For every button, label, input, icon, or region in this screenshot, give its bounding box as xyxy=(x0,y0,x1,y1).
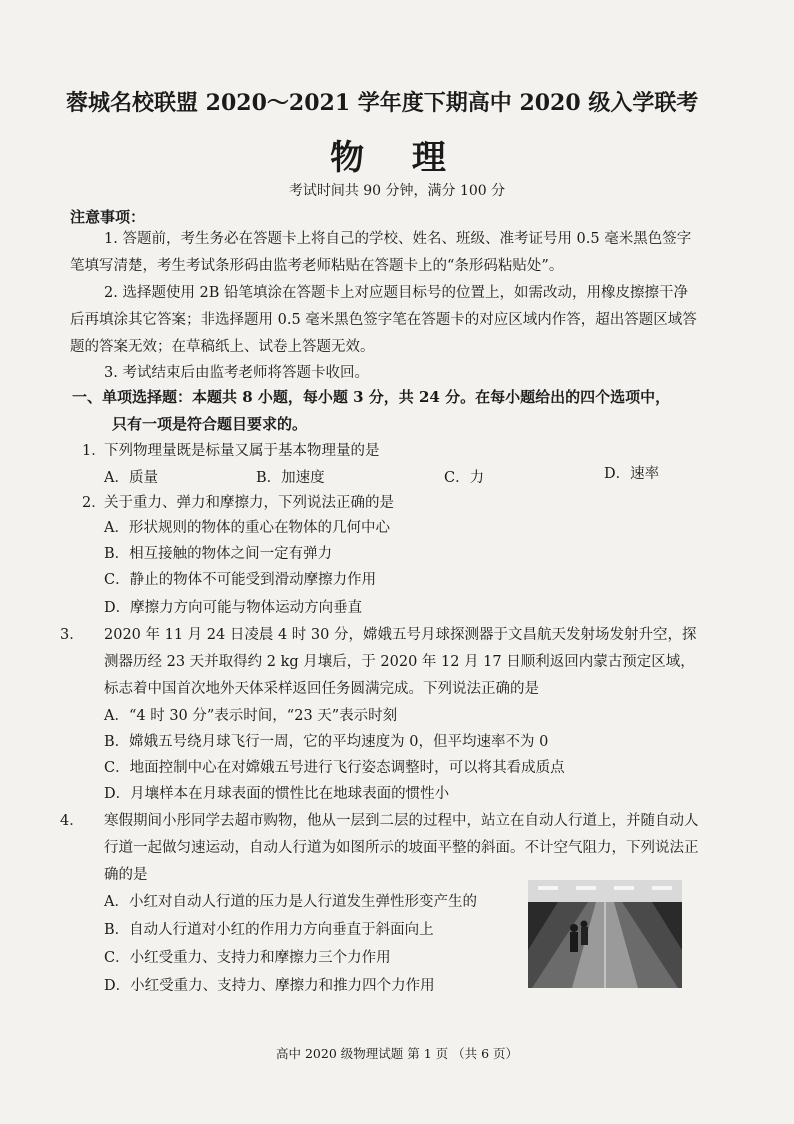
question-1 xyxy=(82,438,702,465)
note-3: 3. 考试结束后由监考老师将答题卡收回。 xyxy=(104,365,369,381)
q3-option-a: A．“4 时 30 分”表示时间，“23 天”表示时刻 xyxy=(104,708,398,724)
q2-option-c: C．静止的物体不可能受到滑动摩擦力作用 xyxy=(104,572,377,588)
note-2: 2. 选择题使用 2B 铅笔填涂在答题卡上对应题目标号的位置上，如需改动，用橡皮擦擦干净后再填涂其它答案；非选择题用 0.5 毫米黑色签字笔在答题卡的对应区域内作答，超出答题区域答题的答案无效；在草稿纸上、试卷上答题无效。 xyxy=(70,285,697,355)
question-number: 3． xyxy=(60,627,84,643)
question-number: 2． xyxy=(82,495,106,511)
exam-title: 蓉城名校联盟 2020～2021 学年度下期高中 2020 级入学联考 xyxy=(66,90,699,116)
q2-option-d: D．摩擦力方向可能与物体运动方向垂直 xyxy=(104,600,363,616)
q2-option-a: A．形状规则的物体的重心在物体的几何中心 xyxy=(104,520,390,536)
q1-option-a: A．质量 xyxy=(104,470,158,486)
question-stem: 2020 年 11 月 24 日凌晨 4 时 30 分，嫦娥五号月球探测器于文昌航天发射场发射升空，探测器历经 23 天并取得约 2 kg 月壤后，于 2020 年 12 月 17 日顺利返回内蒙古预定区域，标志着中国首次地外天体采样返回任务圆满完成。下列说法正确的是 xyxy=(104,627,697,697)
section-heading xyxy=(72,384,702,438)
exam-info: 考试时间共 90 分钟，满分 100 分 xyxy=(288,183,506,199)
moving-walkway-photo xyxy=(528,880,682,988)
notes-heading: 注意事项： xyxy=(70,208,146,226)
q1-option-c: C．力 xyxy=(444,470,485,486)
q3-option-d: D．月壤样本在月球表面的惯性比在地球表面的惯性小 xyxy=(104,786,450,802)
question-stem: 下列物理量既是标量又属于基本物理量的是 xyxy=(104,443,380,459)
question-number: 4． xyxy=(60,813,84,829)
q4-option-b: B．自动人行道对小红的作用力方向垂直于斜面向上 xyxy=(104,922,434,938)
q4-option-d: D．小红受重力、支持力、摩擦力和推力四个力作用 xyxy=(104,978,435,994)
q3-option-b: B．嫦娥五号绕月球飞行一周，它的平均速度为 0，但平均速率不为 0 xyxy=(104,734,549,750)
q1-option-b: B．加速度 xyxy=(256,470,325,486)
note-1: 1. 答题前，考生务必在答题卡上将自己的学校、姓名、班级、准考证号用 0.5 毫米黑色签字笔填写清楚，考生考试条形码由监考老师粘贴在答题卡上的“条形码粘贴处”。 xyxy=(70,231,692,274)
question-2 xyxy=(82,490,702,517)
subject-title: 物 理 xyxy=(330,138,464,178)
q4-option-c: C．小红受重力、支持力和摩擦力三个力作用 xyxy=(104,950,391,966)
question-stem: 寒假期间小彤同学去超市购物，他从一层到二层的过程中，站立在自动人行道上，并随自动人行道一起做匀速运动，自动人行道为如图所示的坡面平整的斜面。不计空气阻力，下列说法正确的是 xyxy=(104,813,699,883)
q1-option-d: D．速率 xyxy=(604,466,660,482)
q4-option-a: A．小红对自动人行道的压力是人行道发生弹性形变产生的 xyxy=(104,894,477,910)
q3-option-c: C．地面控制中心在对嫦娥五号进行飞行姿态调整时，可以将其看成质点 xyxy=(104,760,565,776)
question-stem: 关于重力、弹力和摩擦力，下列说法正确的是 xyxy=(104,495,394,511)
page-footer: 高中 2020 级物理试题 第 1 页 （共 6 页） xyxy=(275,1046,518,1061)
question-number: 1． xyxy=(82,443,106,459)
question-4 xyxy=(60,808,702,889)
section-heading-line2: 只有一项是符合题目要求的。 xyxy=(112,415,308,433)
question-3 xyxy=(60,622,702,703)
section-heading-line1: 一、单项选择题：本题共 8 小题，每小题 3 分，共 24 分。在每小题给出的四个选项中， xyxy=(72,388,671,406)
q2-option-b: B．相互接触的物体之间一定有弹力 xyxy=(104,546,333,562)
